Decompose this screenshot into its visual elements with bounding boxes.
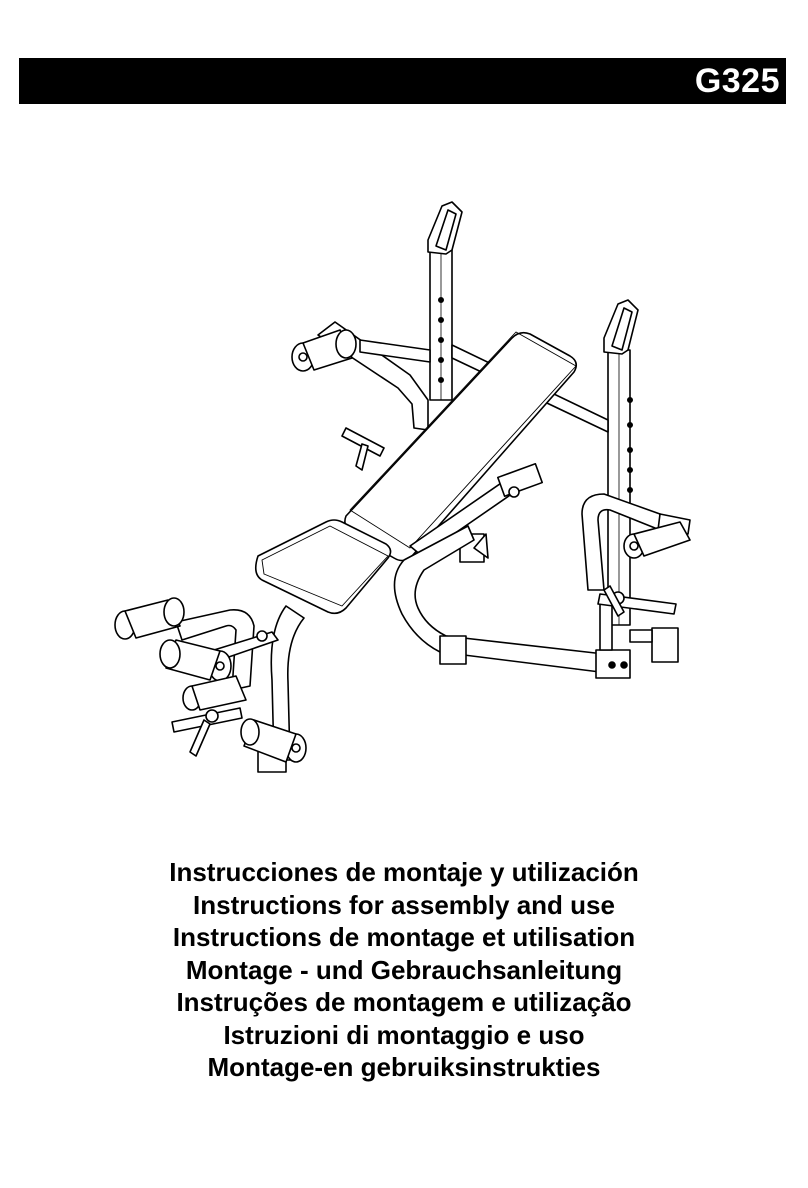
model-code: G325 xyxy=(694,62,780,100)
leg-weight-post xyxy=(172,708,242,756)
rear-upright-left xyxy=(428,202,462,400)
title-dutch: Montage-en gebruiksinstrukties xyxy=(207,1052,601,1082)
title-italian: Istruzioni di montaggio e uso xyxy=(223,1019,585,1050)
header-bar xyxy=(19,58,786,104)
title-portuguese: Instruções de montagem e utilização xyxy=(176,987,632,1017)
title-german: Montage - und Gebrauchsanleitung xyxy=(185,954,623,985)
title-spanish: Instrucciones de montaje y utilización xyxy=(169,857,639,887)
weight-bench-illustration xyxy=(100,190,710,790)
title-french: Instructions de montage et utilisation xyxy=(172,922,636,952)
left-arm-roller xyxy=(292,322,430,430)
right-arm-roller xyxy=(582,494,690,590)
manual-titles xyxy=(0,856,808,1084)
title-english: Instructions for assembly and use xyxy=(193,889,615,920)
left-weight-post xyxy=(342,428,384,470)
rear-upright-right xyxy=(604,300,638,625)
